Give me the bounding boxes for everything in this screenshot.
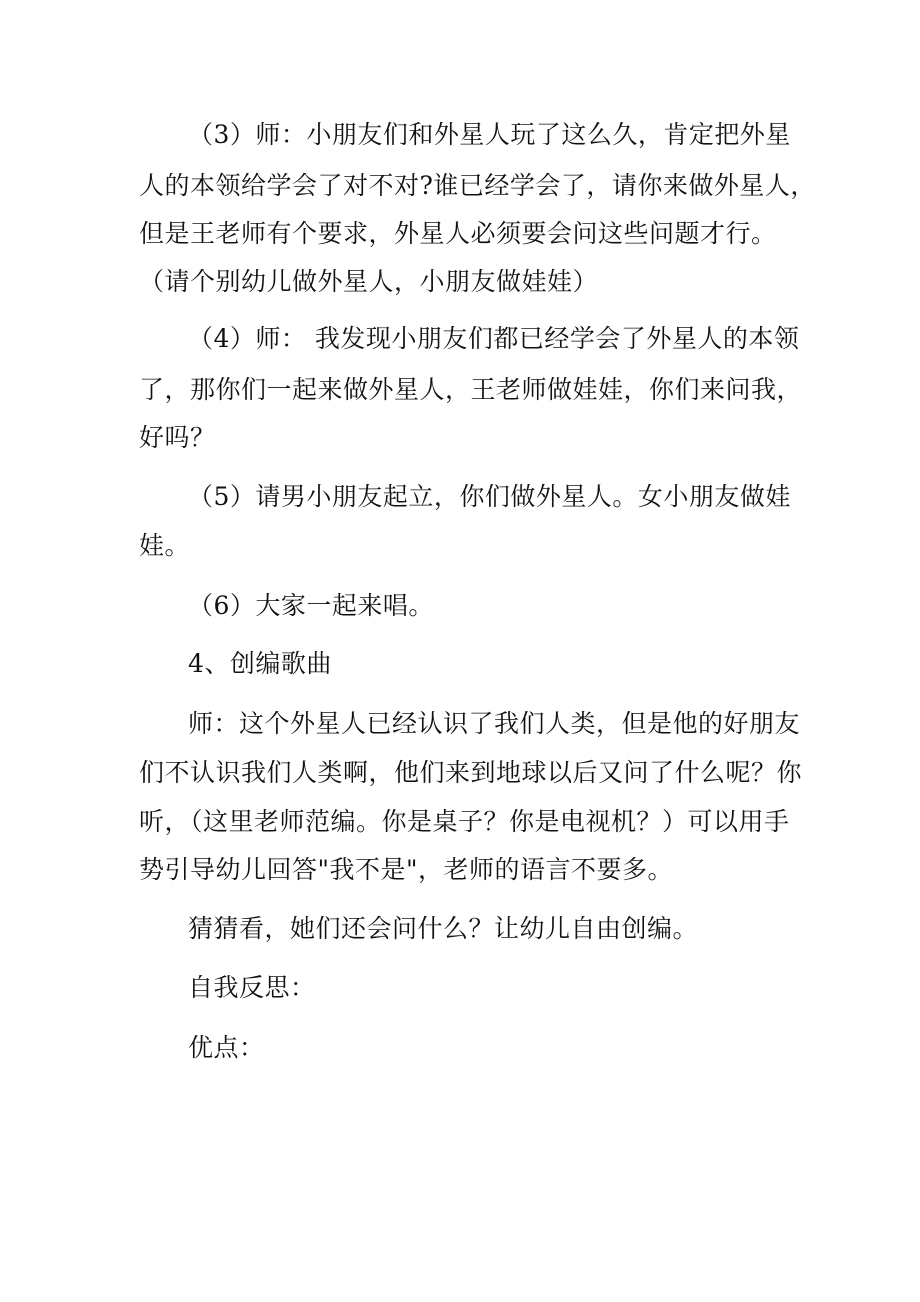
- text-line: 人的本领给学会了对不对?谁已经学会了，请你来做外星人，: [139, 171, 816, 200]
- text-line: 好吗？: [139, 423, 216, 452]
- text-line: 了，那你们一起来做外星人，王老师做娃娃，你们来问我，: [139, 375, 803, 404]
- text-line: 们不认识我们人类啊，他们来到地球以后又问了什么呢？你: [139, 758, 803, 787]
- text-line: 势引导幼儿回答"我不是"，老师的语言不要多。: [139, 855, 673, 884]
- text-line: （请个别幼儿做外星人，小朋友做娃娃）: [139, 267, 599, 296]
- text-line: 优点：: [188, 1033, 265, 1062]
- text-line: 猜猜看，她们还会问什么？让幼儿自由创编。: [188, 914, 699, 943]
- text-line: 听，（这里老师范编。你是桌子？你是电视机？）可以用手: [139, 807, 790, 836]
- text-line: （4）师： 我发现小朋友们都已经学会了外星人的本领: [188, 324, 800, 353]
- text-line: 娃。: [139, 531, 191, 560]
- text-line: （3）师：小朋友们和外星人玩了这么久，肯定把外星: [188, 120, 791, 149]
- text-line: 自我反思：: [188, 973, 316, 1002]
- text-line: 但是王老师有个要求，外星人必须要会问这些问题才行。: [139, 219, 777, 248]
- section-heading: 4、创编歌曲: [188, 649, 332, 678]
- text-line: （5）请男小朋友起立，你们做外星人。女小朋友做娃: [188, 482, 791, 511]
- text-line: 师：这个外星人已经认识了我们人类，但是他的好朋友: [188, 709, 801, 738]
- text-line: （6）大家一起来唱。: [188, 591, 434, 620]
